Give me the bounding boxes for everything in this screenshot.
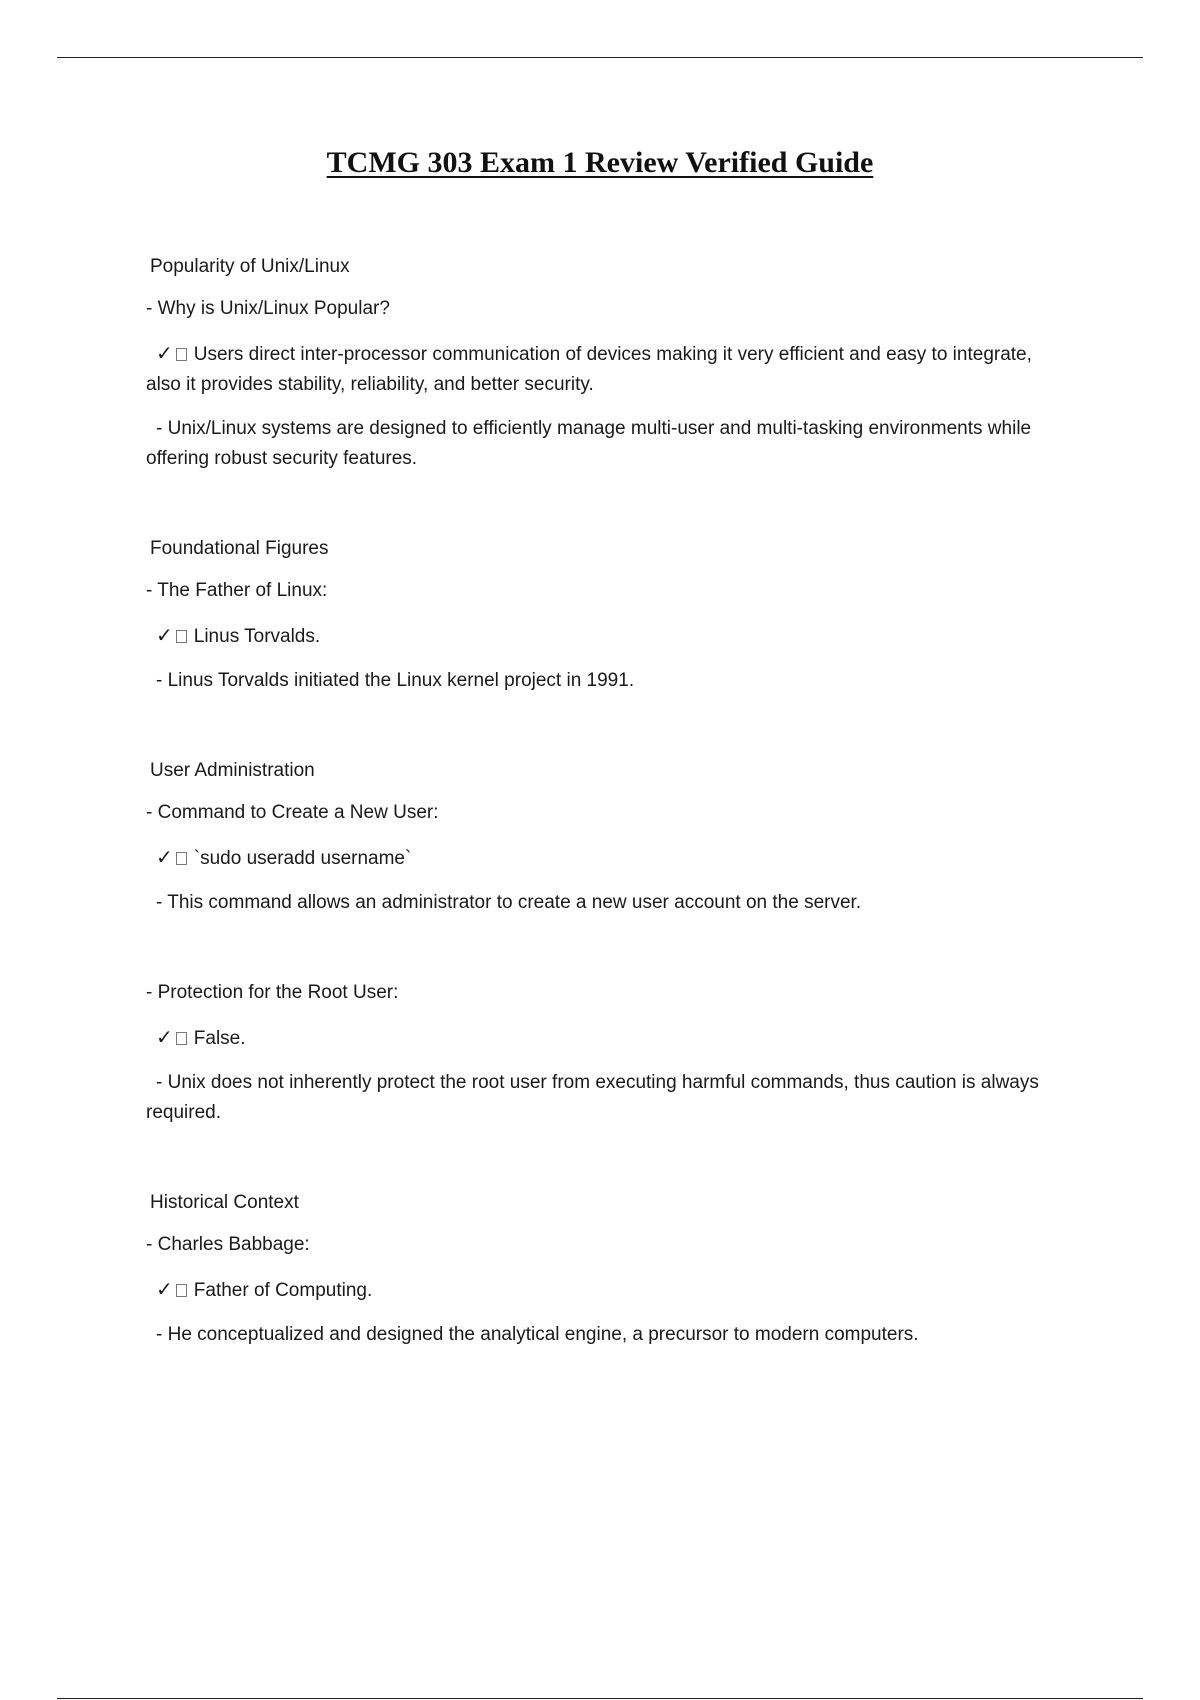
explanation: - Linus Torvalds initiated the Linux kernel project in 1991.: [156, 670, 635, 691]
answer: [146, 338, 1066, 400]
check-icon: ✓: [156, 1025, 173, 1049]
answer-text: `sudo useradd username`: [193, 848, 412, 869]
section-user-administration: [146, 756, 1066, 1128]
document-title: TCMG 303 Exam 1 Review Verified Guide: [326, 146, 874, 179]
section-foundational-figures: [146, 534, 1066, 696]
answer-text: Father of Computing.: [193, 1280, 373, 1301]
section-historical-context: [146, 1188, 1066, 1350]
check-icon: ✓: [156, 1277, 173, 1301]
explanation: - He conceptualized and designed the analytical engine, a precursor to modern computers.: [156, 1324, 919, 1345]
check-icon: ✓: [156, 845, 173, 869]
section-heading: User Administration: [150, 760, 315, 781]
bottom-rule: [57, 1698, 1143, 1699]
answer-text: False.: [193, 1028, 246, 1049]
answer-text: Users direct inter-processor communication of devices making it very efficient and easy to integrate, also it provides stability, reliability, and better security.: [146, 344, 1032, 395]
check-icon: ✓: [156, 341, 173, 365]
question: - Protection for the Root User:: [146, 982, 399, 1003]
missing-glyph-box-icon: [176, 1284, 187, 1297]
answer: [156, 1022, 1066, 1054]
answer: [156, 1274, 1066, 1306]
missing-glyph-box-icon: [176, 1032, 187, 1045]
document-body: [146, 252, 1066, 1410]
missing-glyph-box-icon: [176, 852, 187, 865]
section-heading: Popularity of Unix/Linux: [150, 256, 350, 277]
answer: [156, 620, 1066, 652]
missing-glyph-box-icon: [176, 630, 187, 643]
section-heading: Foundational Figures: [150, 538, 329, 559]
explanation: - Unix does not inherently protect the root user from executing harmful commands, thus caution is always required.: [146, 1072, 1039, 1123]
section-heading: Historical Context: [150, 1192, 299, 1213]
question: - The Father of Linux:: [146, 580, 328, 601]
question: - Charles Babbage:: [146, 1234, 310, 1255]
missing-glyph-box-icon: [176, 348, 187, 361]
section-popularity: [146, 252, 1066, 474]
answer: [156, 842, 1066, 874]
question: - Command to Create a New User:: [146, 802, 439, 823]
explanation: - Unix/Linux systems are designed to efficiently manage multi-user and multi-tasking environments while offering robust security features.: [146, 418, 1032, 469]
answer-text: Linus Torvalds.: [193, 626, 321, 647]
top-rule: [57, 57, 1143, 58]
question: - Why is Unix/Linux Popular?: [146, 298, 390, 319]
explanation: - This command allows an administrator to create a new user account on the server.: [156, 892, 862, 913]
check-icon: ✓: [156, 623, 173, 647]
